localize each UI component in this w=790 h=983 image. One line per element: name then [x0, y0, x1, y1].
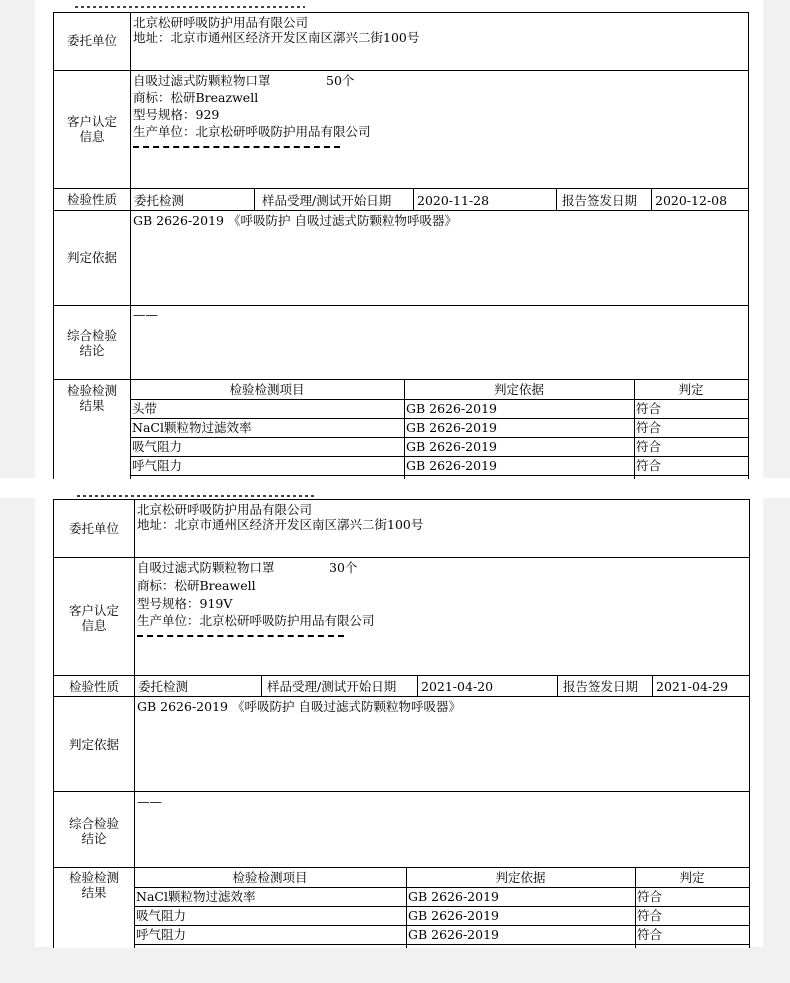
table-cell: 符合 [636, 420, 662, 435]
report-scan-1 [35, 0, 763, 478]
type-value: 委托检测 [134, 193, 185, 208]
table-cell: 符合 [637, 889, 663, 904]
table-cell: GB 2626-2019 [408, 908, 499, 923]
table-cell: 符合 [636, 458, 662, 473]
issue-label: 报告签发日期 [562, 193, 638, 208]
table-cell: 呼气阻力 [136, 927, 187, 942]
sample-qty: 50个 [326, 73, 355, 88]
scan-noise-top [77, 495, 317, 497]
sample-line: 生产单位：北京松研呼吸防护用品有限公司 [137, 613, 375, 628]
sample-line: 自吸过滤式防颗粒物口罩 [137, 560, 275, 575]
basis-value: GB 2626-2019 《呼吸防护 自吸过滤式防颗粒物呼吸器》 [133, 213, 457, 228]
table-cell: GB 2626-2019 [406, 458, 497, 473]
dashed-line [133, 146, 340, 148]
start-label: 样品受理/测试开始日期 [267, 679, 397, 694]
client-label: 委托单位 [68, 521, 119, 536]
table-cell: NaCl颗粒物过滤效率 [136, 889, 256, 904]
basis-label: 判定依据 [68, 737, 119, 752]
issue-label: 报告签发日期 [563, 679, 639, 694]
table-cell: NaCl颗粒物过滤效率 [132, 420, 252, 435]
client-address: 地址：北京市通州区经济开发区南区漷兴二街100号 [137, 517, 424, 532]
table-cell: GB 2626-2019 [408, 927, 499, 942]
table-cell: 符合 [636, 439, 662, 454]
conclusion-label: 综合检验结论 [66, 328, 117, 358]
scan-noise-top [75, 6, 305, 8]
results-header: 判定 [678, 382, 704, 397]
table-cell: GB 2626-2019 [406, 439, 497, 454]
client-address: 地址：北京市通州区经济开发区南区漷兴二街100号 [133, 30, 420, 45]
client-name: 北京松研呼吸防护用品有限公司 [133, 15, 309, 30]
sample-line: 型号规格：919V [137, 596, 233, 611]
type-label: 检验性质 [68, 679, 119, 694]
results-header: 判定 [679, 870, 705, 885]
table-cell: 符合 [637, 927, 663, 942]
table-cell: 吸气阻力 [136, 908, 187, 923]
issue-value: 2021-04-29 [656, 679, 729, 694]
start-value: 2021-04-20 [421, 679, 494, 694]
conclusion-value: —— [137, 794, 162, 809]
table-cell: 呼气阻力 [132, 458, 183, 473]
start-value: 2020-11-28 [417, 193, 490, 208]
client-name: 北京松研呼吸防护用品有限公司 [137, 502, 313, 517]
table-cell: GB 2626-2019 [406, 401, 497, 416]
sample-line: 生产单位：北京松研呼吸防护用品有限公司 [133, 124, 371, 139]
table-cell: 符合 [636, 401, 662, 416]
report-scan-2 [35, 495, 763, 947]
table-cell: GB 2626-2019 [408, 889, 499, 904]
conclusion-label: 综合检验结论 [68, 816, 119, 846]
type-value: 委托检测 [138, 679, 189, 694]
sample-line: 自吸过滤式防颗粒物口罩 [133, 73, 271, 88]
report-table-2 [53, 499, 750, 948]
sample-line: 型号规格：929 [133, 107, 220, 122]
results-header: 检验检测项目 [232, 870, 308, 885]
sample-line: 商标：松研Breawell [137, 578, 256, 593]
sample-qty: 30个 [329, 560, 358, 575]
table-cell: GB 2626-2019 [406, 420, 497, 435]
sample-label: 客户认定信息 [66, 114, 117, 144]
issue-value: 2020-12-08 [655, 193, 728, 208]
start-label: 样品受理/测试开始日期 [262, 193, 392, 208]
table-cell: 符合 [637, 908, 663, 923]
results-label: 检验检测结果 [68, 870, 119, 900]
results-header: 判定依据 [493, 382, 544, 397]
sample-line: 商标：松研Breazwell [133, 90, 259, 105]
report-table-1 [53, 12, 749, 479]
table-cell: 吸气阻力 [132, 439, 183, 454]
conclusion-value: —— [133, 307, 158, 322]
results-header: 检验检测项目 [229, 382, 305, 397]
table-cell: 头带 [132, 401, 158, 416]
basis-value: GB 2626-2019 《呼吸防护 自吸过滤式防颗粒物呼吸器》 [137, 699, 461, 714]
sample-label: 客户认定信息 [68, 603, 119, 633]
client-label: 委托单位 [66, 33, 117, 48]
basis-label: 判定依据 [66, 250, 117, 265]
results-label: 检验检测结果 [66, 383, 117, 413]
results-header: 判定依据 [495, 870, 546, 885]
type-label: 检验性质 [66, 192, 117, 207]
dashed-line [137, 635, 344, 637]
